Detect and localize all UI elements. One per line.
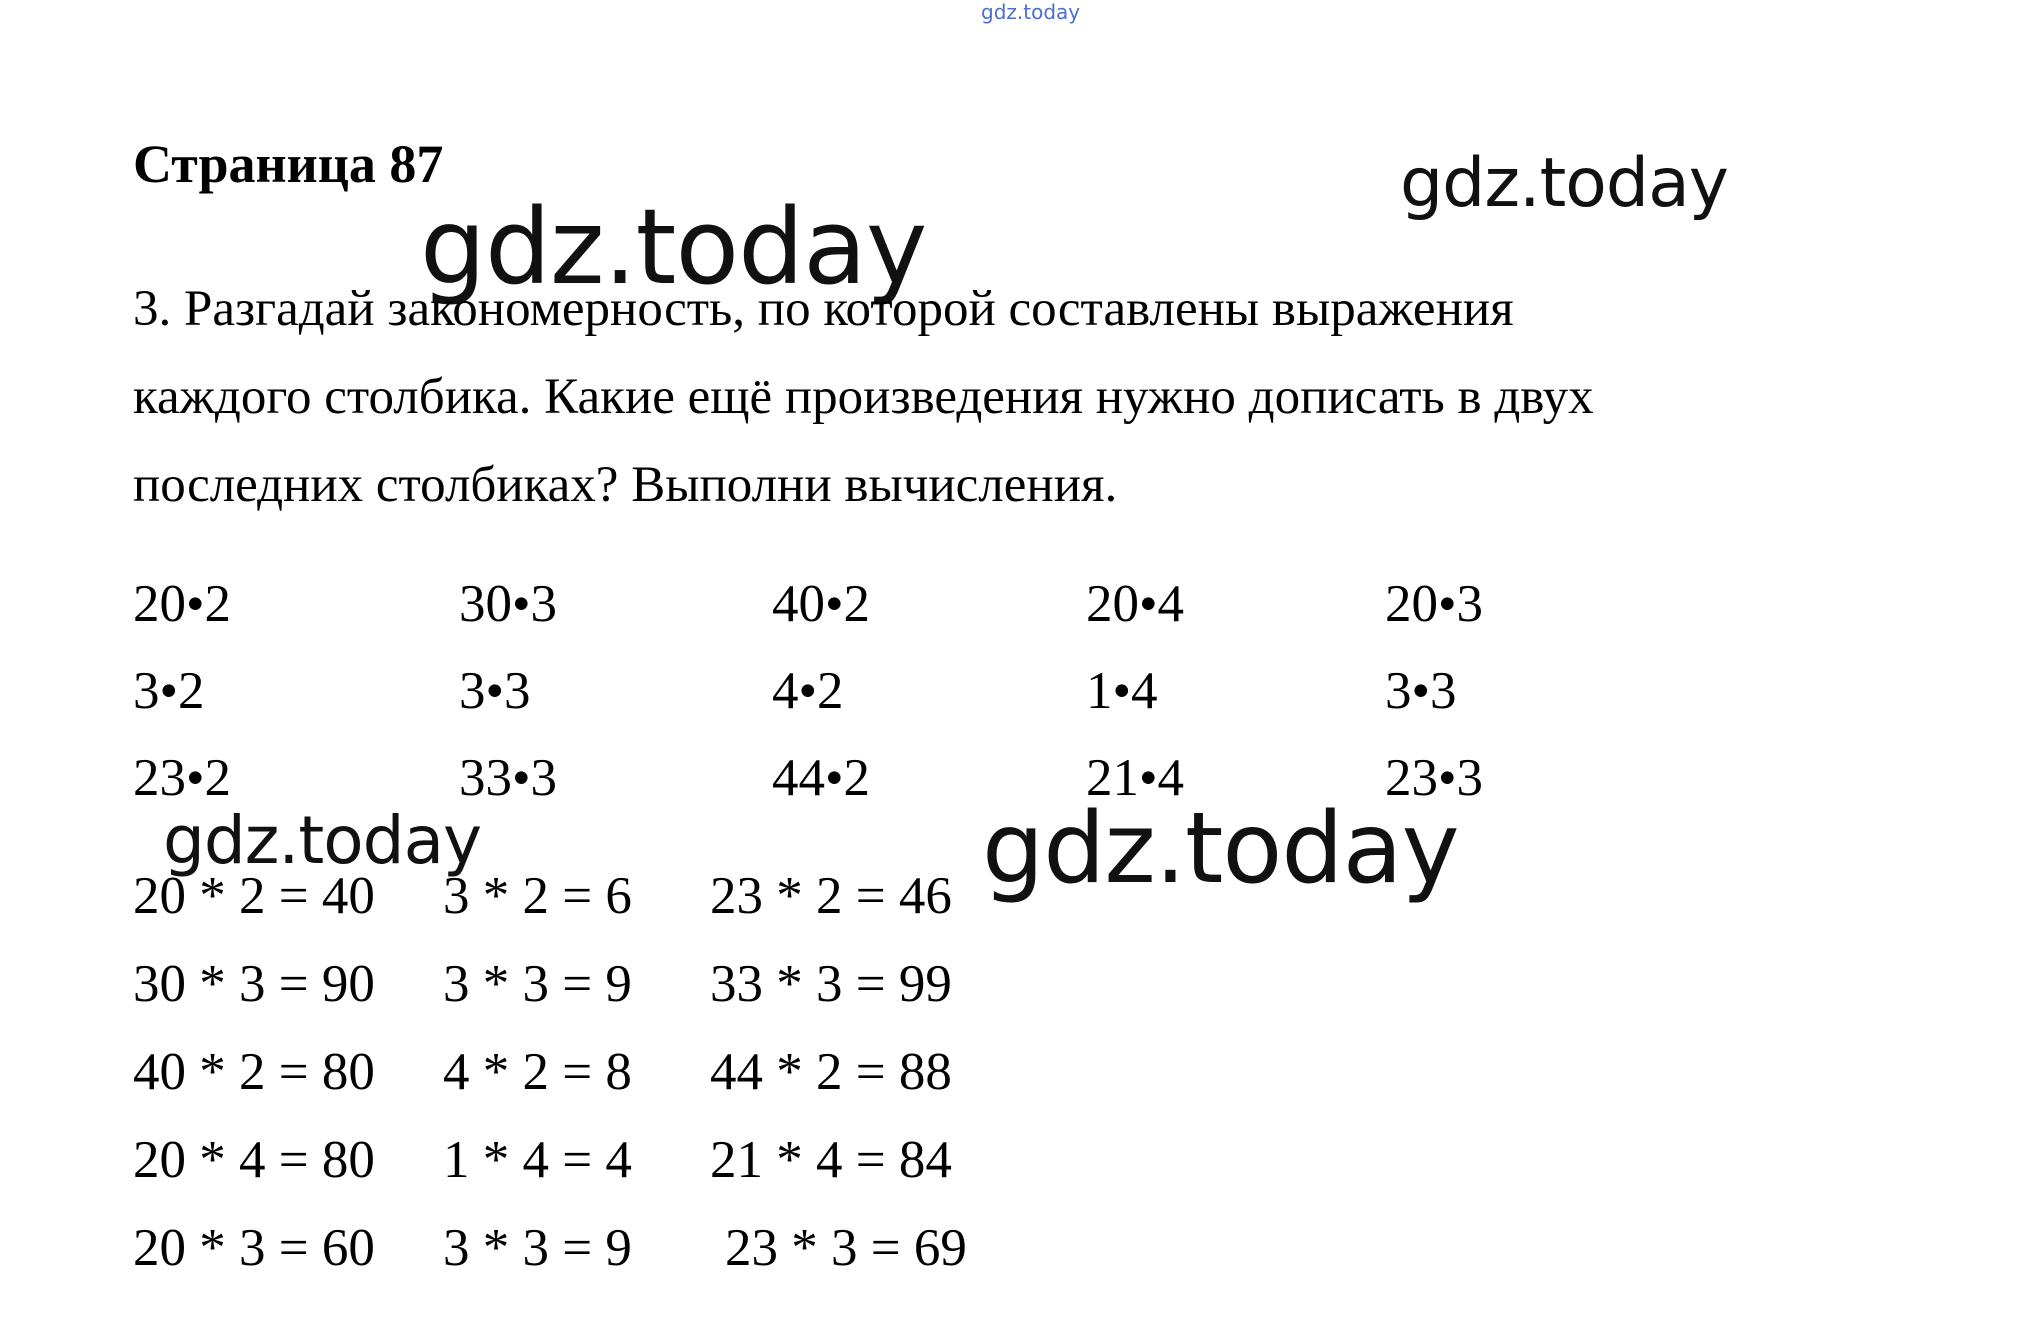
expression: 20•2 bbox=[133, 575, 232, 633]
expression: 30•3 bbox=[459, 575, 558, 633]
expression: 23•3 bbox=[1385, 749, 1484, 807]
expression: 3•3 bbox=[459, 662, 531, 720]
answer-equation: 3 * 2 = 6 bbox=[443, 867, 632, 925]
answer-equation: 20 * 2 = 40 bbox=[133, 867, 375, 925]
watermark-text: gdz.today bbox=[163, 802, 482, 879]
task-text-line: 3. Разгадай закономерность, по которой составлены выражения bbox=[133, 281, 1514, 337]
answer-equation: 3 * 3 = 9 bbox=[443, 955, 632, 1013]
answer-equation: 23 * 3 = 69 bbox=[725, 1219, 967, 1277]
answer-equation: 30 * 3 = 90 bbox=[133, 955, 375, 1013]
expression: 20•3 bbox=[1385, 575, 1484, 633]
answer-equation: 44 * 2 = 88 bbox=[710, 1043, 952, 1101]
page-title: Страница 87 bbox=[133, 134, 444, 194]
watermark-text: gdz.today bbox=[420, 186, 927, 308]
answer-equation: 4 * 2 = 8 bbox=[443, 1043, 632, 1101]
expression: 1•4 bbox=[1086, 662, 1158, 720]
expression: 3•3 bbox=[1385, 662, 1457, 720]
expression: 4•2 bbox=[772, 662, 844, 720]
expression: 44•2 bbox=[772, 749, 871, 807]
answer-equation: 1 * 4 = 4 bbox=[443, 1131, 632, 1189]
answer-equation: 3 * 3 = 9 bbox=[443, 1219, 632, 1277]
watermark-text: gdz.today bbox=[982, 792, 1459, 906]
expression: 40•2 bbox=[772, 575, 871, 633]
task-text-line: последних столбиках? Выполни вычисления. bbox=[133, 457, 1118, 513]
watermark-text: gdz.today bbox=[1400, 144, 1728, 223]
task-text-line: каждого столбика. Какие ещё произведения нужно дописать в двух bbox=[133, 369, 1594, 425]
answer-equation: 20 * 3 = 60 bbox=[133, 1219, 375, 1277]
expression: 23•2 bbox=[133, 749, 232, 807]
expression: 3•2 bbox=[133, 662, 205, 720]
answer-equation: 33 * 3 = 99 bbox=[710, 955, 952, 1013]
answer-equation: 21 * 4 = 84 bbox=[710, 1131, 952, 1189]
answer-equation: 20 * 4 = 80 bbox=[133, 1131, 375, 1189]
expression: 21•4 bbox=[1086, 749, 1185, 807]
watermark-text: gdz.today bbox=[981, 0, 1081, 24]
answer-equation: 40 * 2 = 80 bbox=[133, 1043, 375, 1101]
answer-equation: 23 * 2 = 46 bbox=[710, 867, 952, 925]
expression: 20•4 bbox=[1086, 575, 1185, 633]
expression: 33•3 bbox=[459, 749, 558, 807]
